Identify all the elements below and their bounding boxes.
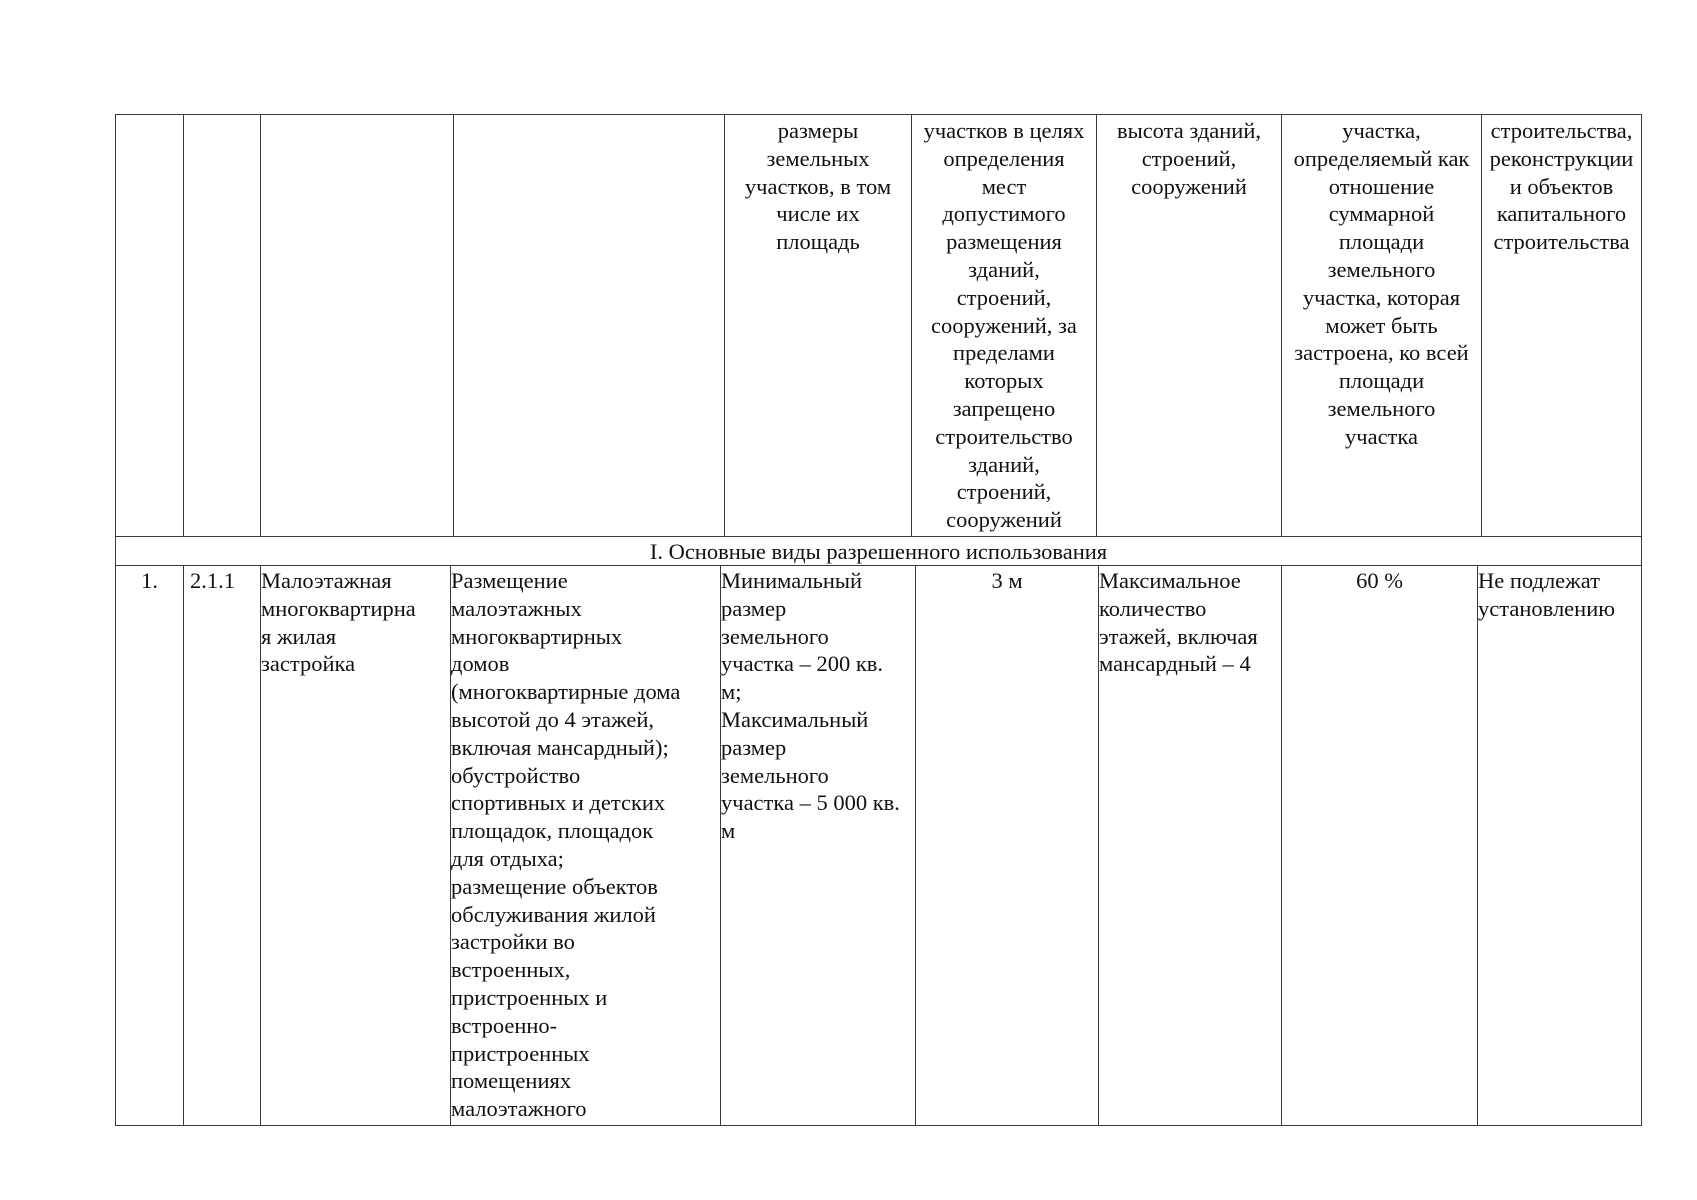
section-title: I. Основные виды разрешенного использования [649, 539, 1108, 564]
row-coverage: 60 % [1356, 568, 1403, 593]
row-code: 2.1.1 [190, 568, 235, 593]
section-row-bottom-border [115, 565, 1642, 566]
body-col-border-5 [915, 565, 916, 1126]
body-col-border-8 [1477, 565, 1478, 1126]
row-plot-size: Минимальный размер земельного участка – 200 кв. м; Максимальный размер земельного участка – 5 000 кв. м [721, 568, 900, 844]
row-number: 1. [141, 568, 158, 593]
row-use-name: Малоэтажная многоквартирна я жилая застройка [261, 568, 416, 677]
table-bottom-border [115, 1125, 1642, 1126]
header-cell-plot-size: размеры земельных участков, в том числе их площадь [744, 118, 892, 255]
header-cell-height: высота зданий, строений, сооружений [1116, 118, 1262, 199]
header-col-border-2 [260, 114, 261, 537]
row-setback: 3 м [991, 568, 1023, 593]
section-right-border [1641, 536, 1642, 566]
header-col-border-3 [453, 114, 454, 537]
body-col-border-1 [183, 565, 184, 1126]
body-col-border-0 [115, 565, 116, 1126]
header-col-border-1 [183, 114, 184, 537]
header-cell-restrictions: строительства, реконструкции и объектов капитального строительства [1489, 118, 1634, 255]
header-cell-setback: участков в целях определения мест допустимого размещения зданий, строений, сооружений, за пределами которых запрещено строительство зданий, строений, сооружений [923, 118, 1085, 533]
row-height: Максимальное количество этажей, включая мансардный – 4 [1099, 568, 1258, 677]
table-top-border [115, 114, 1642, 115]
body-col-border-7 [1281, 565, 1282, 1126]
row-restrictions: Не подлежат установлению [1478, 568, 1616, 621]
body-col-border-9 [1641, 565, 1642, 1126]
header-cell-coverage: участка, определяемый как отношение суммарной площади земельного участка, которая может быть застроена, ко всей площади земельного участка [1293, 118, 1470, 449]
header-bottom-border [115, 536, 1642, 537]
header-col-border-0 [115, 114, 116, 537]
row-description: Размещение малоэтажных многоквартирных домов (многоквартирные дома высотой до 4 этажей, включая мансардный); обустройство спортивных и детских площадок, площадок для отдыха; размещение объектов обслуживания жилой застройки во встроенных, пристроенных и встроенно- пристроенных помещениях малоэтажного [451, 568, 681, 1122]
header-col-border-9 [1641, 114, 1642, 537]
